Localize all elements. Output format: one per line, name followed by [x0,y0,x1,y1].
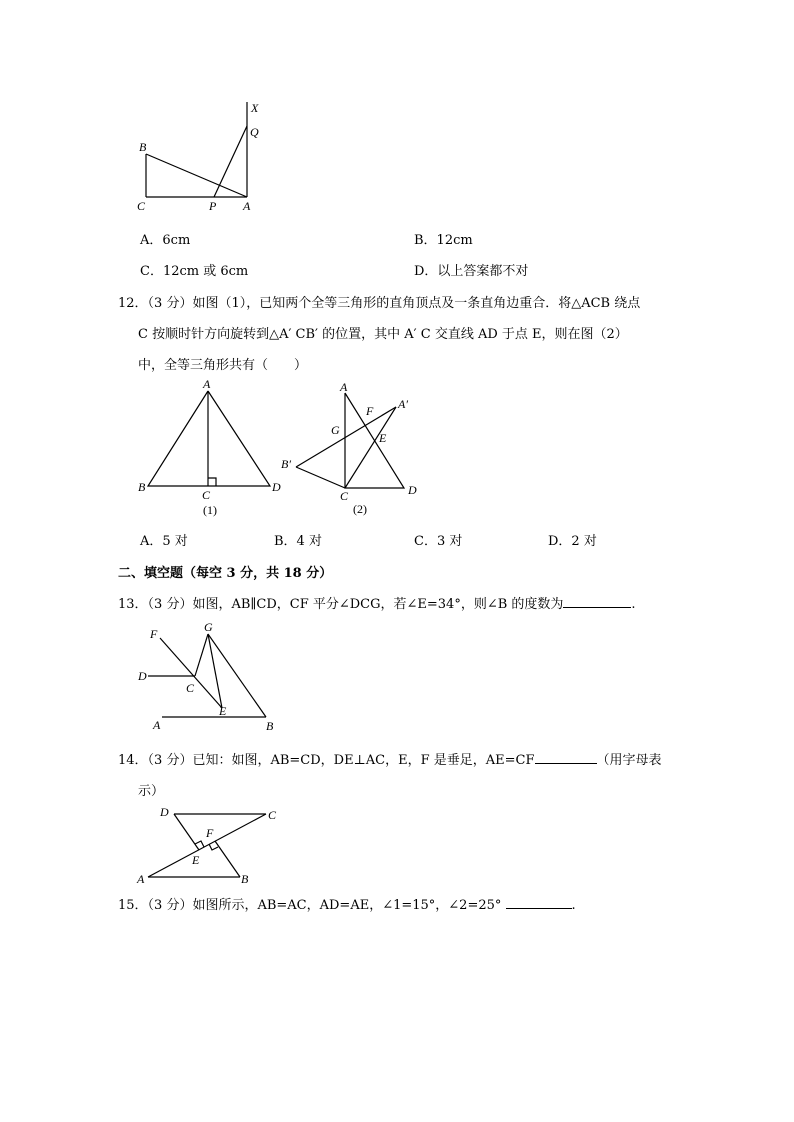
q14-text-end: （用字母表 [596,753,662,768]
q11-option-b[interactable]: B．12cm [414,233,473,248]
label-e: E [192,853,200,867]
segment-pq [214,126,247,197]
segment-de [174,814,199,850]
label-a: A [153,718,161,732]
q14-answer-blank[interactable] [535,751,597,764]
q11-figure [130,98,270,218]
q14-figure [132,800,292,890]
segment-ge [208,634,222,708]
label-d: D [408,483,417,497]
label-b: B [266,719,274,733]
q12-stem-line2: C 按顺时针方向旋转到△A′ CB′ 的位置，其中 A′ C 交直线 AD 于点 E，则在图（2） [138,327,628,342]
label-f: F [366,404,374,418]
q12-stem-line3: 中，全等三角形共有（ ） [138,358,308,373]
label-g: G [204,620,213,634]
label-c: C [340,489,349,503]
caption-1: (1) [203,503,217,517]
segment-ba [146,154,247,197]
q13-stem [118,593,636,612]
label-c: C [137,199,146,213]
label-f: F [150,627,158,641]
label-q: Q [250,125,259,139]
label-f: F [206,826,214,840]
label-b: B [241,872,249,886]
q11-option-a[interactable]: A．6cm [140,233,191,248]
q15-text: 15．（3 分）如图所示，AB=AC，AD=AE，∠1=15°，∠2=25° [118,898,502,913]
label-b: B [138,480,146,494]
label-b: B [139,140,147,154]
q12-option-a[interactable]: A．5 对 [140,534,188,549]
q12-option-b[interactable]: B．4 对 [274,534,322,549]
segment-gb [208,634,266,717]
label-a: A [243,199,251,213]
label-d: D [272,480,281,494]
triangle-abd [148,391,270,486]
label-c: C [186,681,195,695]
label-d: D [138,669,147,683]
q15-answer-blank[interactable] [506,896,572,909]
q12-figure-1 [130,375,290,525]
section-heading: 二、填空题（每空 3 分，共 18 分） [118,566,333,581]
label-a: A [137,872,145,886]
q13-text: 13．（3 分）如图，AB∥CD，CF 平分∠DCG，若∠E=34°，则∠B 的度数为 [118,597,564,612]
q12-figure-2 [278,375,438,525]
q14-text: 14．（3 分）已知：如图，AB=CD，DE⊥AC，E，F 是垂足，AE=CF [118,753,535,768]
label-c: C [268,808,277,822]
q13-answer-blank[interactable] [563,595,631,608]
q14-stem-line2: 示） [138,784,165,799]
segment-fe [160,638,222,708]
label-e: E [219,704,227,718]
q12-stem-line1: 12．（3 分）如图（1），已知两个全等三角形的直角顶点及一条直角边重合．将△ACB 绕点 [118,296,641,311]
right-angle-mark [208,478,216,486]
label-x: X [251,101,259,115]
segment-ac [148,814,266,877]
q13-end: . [631,597,636,612]
label-g: G [331,423,340,437]
label-b-prime: B′ [281,457,291,471]
q11-option-d[interactable]: D．以上答案都不对 [414,264,529,279]
caption-2: (2) [353,502,367,516]
q14-stem-line1 [118,749,662,768]
label-c: C [202,488,211,502]
label-p: P [209,199,217,213]
segment-ca2 [345,407,396,488]
q11-option-c[interactable]: C．12cm 或 6cm [140,264,249,279]
label-e: E [379,431,387,445]
label-d: D [160,805,169,819]
q12-option-c[interactable]: C．3 对 [414,534,463,549]
q12-option-d[interactable]: D．2 对 [548,534,597,549]
q13-figure [135,618,285,738]
segment-cb2 [296,467,345,488]
label-a: A [340,380,348,394]
q15-end: . [571,898,576,913]
q15-stem [118,894,576,913]
right-angle-mark-f [209,844,218,850]
label-a: A [203,377,211,391]
segment-cg [195,634,208,676]
segment-bf [215,841,240,877]
label-a-prime: A′ [398,397,408,411]
